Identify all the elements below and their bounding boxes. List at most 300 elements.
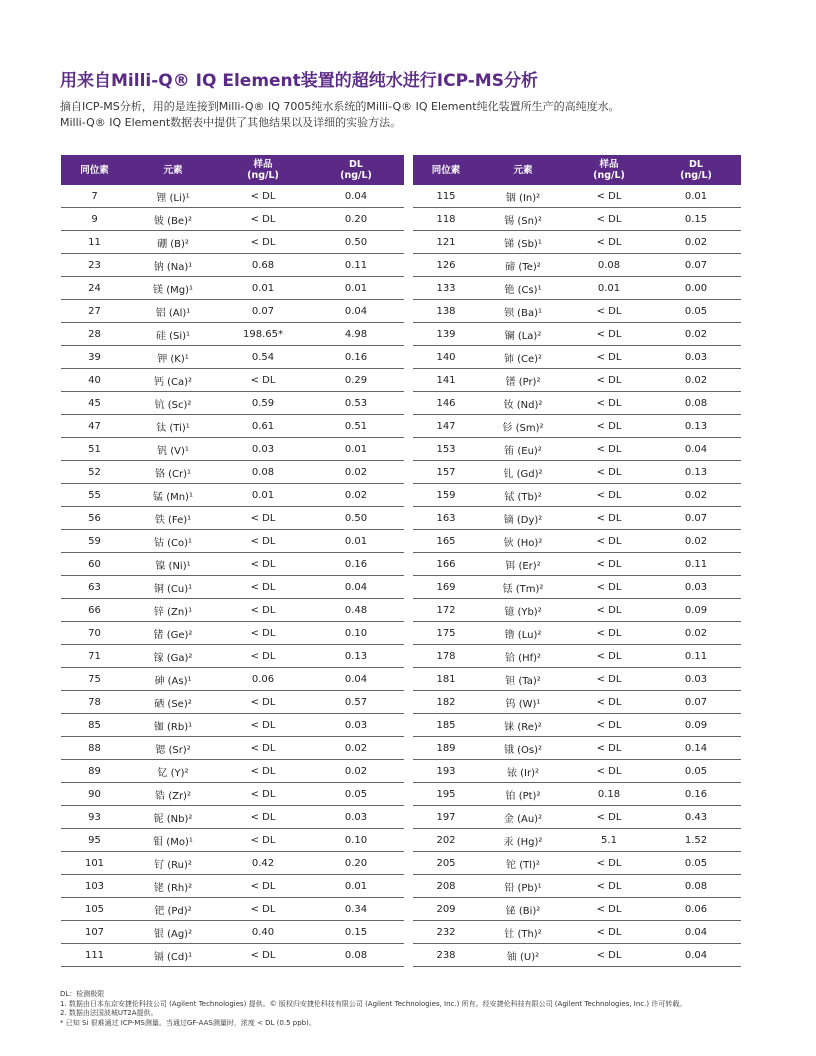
- isotope-cell: 90: [61, 783, 128, 806]
- element-cell: 镨 (Pr)²: [479, 369, 567, 392]
- sample-value-cell: < DL: [567, 898, 651, 921]
- dl-value-cell: 0.01: [308, 277, 404, 300]
- dl-value-cell: 0.01: [308, 530, 404, 553]
- isotope-cell: 197: [413, 806, 479, 829]
- isotope-cell: 11: [61, 231, 128, 254]
- element-cell: 铁 (Fe)¹: [128, 507, 218, 530]
- dl-value-cell: 0.02: [651, 369, 741, 392]
- element-cell: 硼 (B)²: [128, 231, 218, 254]
- sample-value-cell: < DL: [218, 875, 308, 898]
- sample-value-cell: < DL: [567, 415, 651, 438]
- dl-value-cell: 0.15: [651, 208, 741, 231]
- dl-header-label: DL: [689, 159, 703, 170]
- element-cell: 汞 (Hg)²: [479, 829, 567, 852]
- table-row: [413, 254, 741, 277]
- sample-value-cell: < DL: [218, 898, 308, 921]
- sample-value-cell: < DL: [567, 944, 651, 967]
- table-row: [413, 944, 741, 967]
- isotope-cell: 75: [61, 668, 128, 691]
- sample-value-cell: < DL: [567, 875, 651, 898]
- table-row: [61, 783, 404, 806]
- element-cell: 钼 (Mo)¹: [128, 829, 218, 852]
- table-body-right: [413, 185, 741, 967]
- table-row: [61, 691, 404, 714]
- sample-value-cell: < DL: [218, 553, 308, 576]
- table-row: [413, 346, 741, 369]
- isotope-cell: 159: [413, 484, 479, 507]
- element-table-left: [61, 155, 404, 967]
- isotope-cell: 85: [61, 714, 128, 737]
- isotope-header: 同位素: [61, 155, 128, 185]
- dl-value-cell: 0.01: [651, 185, 741, 208]
- element-cell: 锇 (Os)²: [479, 737, 567, 760]
- sample-value-cell: 0.07: [218, 300, 308, 323]
- sample-value-cell: 0.59: [218, 392, 308, 415]
- element-cell: 镍 (Ni)¹: [128, 553, 218, 576]
- table-row: [413, 691, 741, 714]
- table-row: [413, 737, 741, 760]
- isotope-cell: 60: [61, 553, 128, 576]
- table-row: [413, 392, 741, 415]
- element-cell: 铽 (Tb)²: [479, 484, 567, 507]
- table-row: [413, 668, 741, 691]
- isotope-cell: 166: [413, 553, 479, 576]
- isotope-cell: 70: [61, 622, 128, 645]
- table-row: [61, 507, 404, 530]
- element-cell: 锂 (Li)¹: [128, 185, 218, 208]
- footnote-2: 2. 数据由法国波城UT2A提供。: [60, 1009, 158, 1017]
- isotope-cell: 139: [413, 323, 479, 346]
- table-row: [413, 231, 741, 254]
- isotope-cell: 59: [61, 530, 128, 553]
- element-cell: 铼 (Re)²: [479, 714, 567, 737]
- sample-value-cell: < DL: [218, 737, 308, 760]
- table-row: [413, 300, 741, 323]
- isotope-cell: 238: [413, 944, 479, 967]
- isotope-cell: 71: [61, 645, 128, 668]
- dl-value-cell: 0.08: [308, 944, 404, 967]
- table-row: [61, 553, 404, 576]
- isotope-cell: 118: [413, 208, 479, 231]
- isotope-cell: 138: [413, 300, 479, 323]
- isotope-cell: 24: [61, 277, 128, 300]
- isotope-cell: 63: [61, 576, 128, 599]
- table-row: [61, 369, 404, 392]
- table-row: [413, 507, 741, 530]
- element-cell: 钡 (Ba)¹: [479, 300, 567, 323]
- sample-value-cell: < DL: [567, 668, 651, 691]
- dl-value-cell: 0.02: [651, 231, 741, 254]
- element-cell: 金 (Au)²: [479, 806, 567, 829]
- dl-value-cell: 4.98: [308, 323, 404, 346]
- dl-value-cell: 0.02: [651, 484, 741, 507]
- element-cell: 镓 (Ga)²: [128, 645, 218, 668]
- element-cell: 铑 (Rh)²: [128, 875, 218, 898]
- sample-value-cell: < DL: [567, 553, 651, 576]
- dl-value-cell: 0.08: [651, 392, 741, 415]
- isotope-cell: 163: [413, 507, 479, 530]
- dl-value-cell: 0.01: [308, 875, 404, 898]
- sample-value-cell: 0.68: [218, 254, 308, 277]
- element-cell: 镥 (Lu)²: [479, 622, 567, 645]
- isotope-cell: 55: [61, 484, 128, 507]
- element-cell: 铕 (Eu)²: [479, 438, 567, 461]
- isotope-cell: 121: [413, 231, 479, 254]
- sample-value-cell: < DL: [218, 185, 308, 208]
- sample-value-cell: < DL: [567, 208, 651, 231]
- element-cell: 铀 (U)²: [479, 944, 567, 967]
- element-cell: 锰 (Mn)¹: [128, 484, 218, 507]
- isotope-cell: 45: [61, 392, 128, 415]
- isotope-cell: 101: [61, 852, 128, 875]
- isotope-cell: 208: [413, 875, 479, 898]
- sample-value-cell: < DL: [567, 507, 651, 530]
- table-row: [61, 530, 404, 553]
- isotope-cell: 181: [413, 668, 479, 691]
- table-row: [413, 185, 741, 208]
- table-row: [61, 208, 404, 231]
- sample-value-cell: < DL: [567, 300, 651, 323]
- dl-value-cell: 0.05: [651, 300, 741, 323]
- table-header-row: [61, 155, 404, 185]
- element-cell: 镁 (Mg)¹: [128, 277, 218, 300]
- sample-value-cell: < DL: [567, 323, 651, 346]
- element-cell: 镝 (Dy)²: [479, 507, 567, 530]
- dl-value-cell: 0.05: [651, 760, 741, 783]
- dl-value-cell: 0.05: [651, 852, 741, 875]
- isotope-cell: 103: [61, 875, 128, 898]
- element-cell: 锆 (Zr)²: [128, 783, 218, 806]
- dl-value-cell: 0.07: [651, 507, 741, 530]
- dl-value-cell: 0.02: [308, 484, 404, 507]
- sample-value-cell: < DL: [567, 484, 651, 507]
- sample-value-cell: 0.01: [218, 484, 308, 507]
- element-cell: 铈 (Ce)²: [479, 346, 567, 369]
- sample-value-cell: < DL: [218, 231, 308, 254]
- element-cell: 钍 (Th)²: [479, 921, 567, 944]
- isotope-cell: 28: [61, 323, 128, 346]
- isotope-cell: 169: [413, 576, 479, 599]
- table-row: [61, 323, 404, 346]
- isotope-cell: 93: [61, 806, 128, 829]
- dl-value-cell: 0.04: [308, 576, 404, 599]
- footnotes: [60, 990, 780, 1028]
- table-row: [61, 944, 404, 967]
- table-row: [61, 346, 404, 369]
- table-row: [61, 622, 404, 645]
- element-header: 元素: [128, 155, 218, 185]
- element-cell: 钕 (Nd)²: [479, 392, 567, 415]
- element-cell: 钌 (Ru)²: [128, 852, 218, 875]
- sample-value-cell: < DL: [567, 530, 651, 553]
- element-cell: 钠 (Na)¹: [128, 254, 218, 277]
- sample-value-cell: < DL: [567, 737, 651, 760]
- dl-value-cell: 0.01: [308, 438, 404, 461]
- element-cell: 钐 (Sm)²: [479, 415, 567, 438]
- sample-header: [218, 155, 308, 185]
- table-row: [61, 231, 404, 254]
- table-row: [61, 714, 404, 737]
- dl-value-cell: 0.16: [308, 346, 404, 369]
- footnote-3: * 已知 Si 很难通过 ICP-MS测量。当通过GF-AAS测量时，浓度 < DL (0.5 ppb)。: [60, 1018, 316, 1027]
- intro-line-2: Milli-Q® IQ Element数据表中提供了其他结果以及详细的实验方法。: [60, 116, 402, 129]
- sample-value-cell: < DL: [218, 208, 308, 231]
- sample-value-cell: < DL: [567, 921, 651, 944]
- element-cell: 铅 (Pb)¹: [479, 875, 567, 898]
- table-row: [61, 921, 404, 944]
- table-row: [61, 300, 404, 323]
- isotope-cell: 193: [413, 760, 479, 783]
- element-cell: 铂 (Pt)²: [479, 783, 567, 806]
- element-cell: 锑 (Sb)¹: [479, 231, 567, 254]
- dl-value-cell: 0.20: [308, 208, 404, 231]
- dl-header: [308, 155, 404, 185]
- element-cell: 银 (Ag)²: [128, 921, 218, 944]
- dl-value-cell: 0.16: [308, 553, 404, 576]
- dl-value-cell: 0.03: [651, 668, 741, 691]
- isotope-cell: 185: [413, 714, 479, 737]
- table-row: [413, 461, 741, 484]
- dl-header-label: DL: [349, 159, 363, 170]
- isotope-cell: 39: [61, 346, 128, 369]
- sample-value-cell: < DL: [218, 530, 308, 553]
- element-cell: 铍 (Be)²: [128, 208, 218, 231]
- sample-value-cell: 0.42: [218, 852, 308, 875]
- element-cell: 铟 (In)²: [479, 185, 567, 208]
- footnote-1: 1. 数据由日本东京安捷伦科技公司 (Agilent Technologies) 提供。© 版权归安捷伦科技有限公司 (Agilent Technologies, Inc.) 所有。经安捷伦科技有限公司 (Agilent Technologies, Inc.) 许可转载。: [60, 999, 687, 1008]
- isotope-cell: 111: [61, 944, 128, 967]
- element-cell: 铌 (Nb)²: [128, 806, 218, 829]
- isotope-cell: 205: [413, 852, 479, 875]
- element-cell: 铋 (Bi)²: [479, 898, 567, 921]
- sample-value-cell: < DL: [567, 185, 651, 208]
- table-body-left: [61, 185, 404, 967]
- sample-value-cell: < DL: [567, 852, 651, 875]
- dl-value-cell: 0.20: [308, 852, 404, 875]
- element-cell: 锌 (Zn)¹: [128, 599, 218, 622]
- dl-value-cell: 0.11: [651, 553, 741, 576]
- element-cell: 铊 (Tl)²: [479, 852, 567, 875]
- sample-value-cell: < DL: [218, 760, 308, 783]
- table-row: [61, 254, 404, 277]
- isotope-cell: 126: [413, 254, 479, 277]
- dl-value-cell: 0.57: [308, 691, 404, 714]
- sample-value-cell: < DL: [567, 714, 651, 737]
- page-title: 用来自Milli-Q® IQ Element装置的超纯水进行ICP-MS分析: [60, 71, 538, 91]
- table-row: [413, 208, 741, 231]
- dl-value-cell: 1.52: [651, 829, 741, 852]
- sample-value-cell: < DL: [218, 645, 308, 668]
- table-row: [413, 760, 741, 783]
- element-cell: 铝 (Al)¹: [128, 300, 218, 323]
- dl-value-cell: 0.03: [308, 714, 404, 737]
- intro-text: [60, 99, 760, 131]
- table-row: [413, 484, 741, 507]
- element-cell: 硅 (Si)¹: [128, 323, 218, 346]
- table-row: [61, 185, 404, 208]
- element-cell: 砷 (As)¹: [128, 668, 218, 691]
- table-row: [413, 806, 741, 829]
- dl-value-cell: 0.48: [308, 599, 404, 622]
- isotope-cell: 115: [413, 185, 479, 208]
- dl-value-cell: 0.05: [308, 783, 404, 806]
- isotope-cell: 9: [61, 208, 128, 231]
- sample-value-cell: < DL: [218, 944, 308, 967]
- isotope-header: 同位素: [413, 155, 479, 185]
- isotope-cell: 105: [61, 898, 128, 921]
- sample-value-cell: < DL: [218, 622, 308, 645]
- sample-value-cell: < DL: [218, 783, 308, 806]
- sample-value-cell: 0.18: [567, 783, 651, 806]
- sample-header-label: 样品: [599, 159, 619, 170]
- element-cell: 碲 (Te)²: [479, 254, 567, 277]
- sample-value-cell: 0.40: [218, 921, 308, 944]
- isotope-cell: 153: [413, 438, 479, 461]
- element-cell: 锶 (Sr)²: [128, 737, 218, 760]
- sample-value-cell: < DL: [567, 645, 651, 668]
- sample-value-cell: < DL: [218, 691, 308, 714]
- table-row: [413, 645, 741, 668]
- sample-header-label: 样品: [253, 159, 273, 170]
- dl-header: [651, 155, 741, 185]
- table-row: [61, 668, 404, 691]
- sample-value-cell: < DL: [218, 829, 308, 852]
- table-row: [61, 576, 404, 599]
- sample-value-cell: < DL: [218, 714, 308, 737]
- table-row: [413, 323, 741, 346]
- isotope-cell: 52: [61, 461, 128, 484]
- sample-value-cell: < DL: [218, 369, 308, 392]
- isotope-cell: 189: [413, 737, 479, 760]
- element-cell: 锗 (Ge)²: [128, 622, 218, 645]
- element-cell: 铱 (Ir)²: [479, 760, 567, 783]
- dl-value-cell: 0.16: [651, 783, 741, 806]
- table-row: [61, 599, 404, 622]
- table-row: [413, 576, 741, 599]
- element-cell: 镧 (La)²: [479, 323, 567, 346]
- sample-value-cell: 0.08: [567, 254, 651, 277]
- element-cell: 钴 (Co)¹: [128, 530, 218, 553]
- dl-value-cell: 0.04: [308, 300, 404, 323]
- element-cell: 铬 (Cr)¹: [128, 461, 218, 484]
- element-cell: 铷 (Rb)¹: [128, 714, 218, 737]
- isotope-cell: 157: [413, 461, 479, 484]
- isotope-cell: 23: [61, 254, 128, 277]
- element-cell: 钽 (Ta)²: [479, 668, 567, 691]
- sample-value-cell: < DL: [218, 576, 308, 599]
- sample-header-unit: (ng/L): [247, 170, 279, 181]
- isotope-cell: 140: [413, 346, 479, 369]
- element-cell: 钯 (Pd)²: [128, 898, 218, 921]
- isotope-cell: 27: [61, 300, 128, 323]
- dl-value-cell: 0.11: [651, 645, 741, 668]
- table-row: [413, 783, 741, 806]
- sample-value-cell: < DL: [567, 392, 651, 415]
- isotope-cell: 141: [413, 369, 479, 392]
- element-cell: 钨 (W)¹: [479, 691, 567, 714]
- sample-header: [567, 155, 651, 185]
- dl-value-cell: 0.10: [308, 622, 404, 645]
- table-header-row: [413, 155, 741, 185]
- dl-header-unit: (ng/L): [680, 170, 712, 181]
- isotope-cell: 195: [413, 783, 479, 806]
- dl-value-cell: 0.07: [651, 691, 741, 714]
- isotope-cell: 40: [61, 369, 128, 392]
- isotope-cell: 133: [413, 277, 479, 300]
- sample-value-cell: 0.54: [218, 346, 308, 369]
- dl-value-cell: 0.13: [308, 645, 404, 668]
- isotope-cell: 165: [413, 530, 479, 553]
- dl-value-cell: 0.15: [308, 921, 404, 944]
- element-cell: 钾 (K)¹: [128, 346, 218, 369]
- table-row: [413, 530, 741, 553]
- sample-value-cell: < DL: [567, 231, 651, 254]
- sample-value-cell: 0.08: [218, 461, 308, 484]
- dl-value-cell: 0.04: [651, 921, 741, 944]
- table-row: [413, 599, 741, 622]
- sample-value-cell: 0.03: [218, 438, 308, 461]
- dl-value-cell: 0.02: [651, 530, 741, 553]
- dl-header-unit: (ng/L): [340, 170, 372, 181]
- isotope-cell: 172: [413, 599, 479, 622]
- element-cell: 镉 (Cd)¹: [128, 944, 218, 967]
- table-row: [413, 415, 741, 438]
- sample-value-cell: 0.01: [567, 277, 651, 300]
- isotope-cell: 56: [61, 507, 128, 530]
- dl-value-cell: 0.02: [308, 461, 404, 484]
- dl-value-cell: 0.13: [651, 461, 741, 484]
- isotope-cell: 95: [61, 829, 128, 852]
- dl-value-cell: 0.02: [308, 737, 404, 760]
- isotope-cell: 147: [413, 415, 479, 438]
- sample-value-cell: 0.06: [218, 668, 308, 691]
- isotope-cell: 78: [61, 691, 128, 714]
- table-row: [61, 415, 404, 438]
- table-row: [61, 898, 404, 921]
- isotope-cell: 146: [413, 392, 479, 415]
- isotope-cell: 202: [413, 829, 479, 852]
- table-row: [413, 438, 741, 461]
- dl-value-cell: 0.14: [651, 737, 741, 760]
- isotope-cell: 88: [61, 737, 128, 760]
- element-cell: 钙 (Ca)²: [128, 369, 218, 392]
- element-cell: 铪 (Hf)²: [479, 645, 567, 668]
- table-row: [61, 438, 404, 461]
- table-row: [61, 645, 404, 668]
- sample-value-cell: < DL: [218, 507, 308, 530]
- element-cell: 钇 (Y)²: [128, 760, 218, 783]
- table-row: [61, 852, 404, 875]
- dl-value-cell: 0.03: [651, 346, 741, 369]
- table-row: [413, 829, 741, 852]
- dl-value-cell: 0.03: [308, 806, 404, 829]
- dl-value-cell: 0.02: [308, 760, 404, 783]
- sample-value-cell: < DL: [567, 369, 651, 392]
- isotope-cell: 178: [413, 645, 479, 668]
- isotope-cell: 209: [413, 898, 479, 921]
- table-row: [413, 369, 741, 392]
- dl-value-cell: 0.13: [651, 415, 741, 438]
- dl-value-cell: 0.43: [651, 806, 741, 829]
- intro-line-1: 摘自ICP-MS分析，用的是连接到Milli-Q® IQ 7005纯水系统的Milli-Q® IQ Element纯化装置所生产的高纯度水。: [60, 100, 620, 113]
- sample-value-cell: < DL: [567, 599, 651, 622]
- dl-value-cell: 0.02: [651, 622, 741, 645]
- table-row: [61, 875, 404, 898]
- table-row: [413, 553, 741, 576]
- sample-value-cell: < DL: [567, 760, 651, 783]
- dl-value-cell: 0.50: [308, 231, 404, 254]
- sample-value-cell: 0.01: [218, 277, 308, 300]
